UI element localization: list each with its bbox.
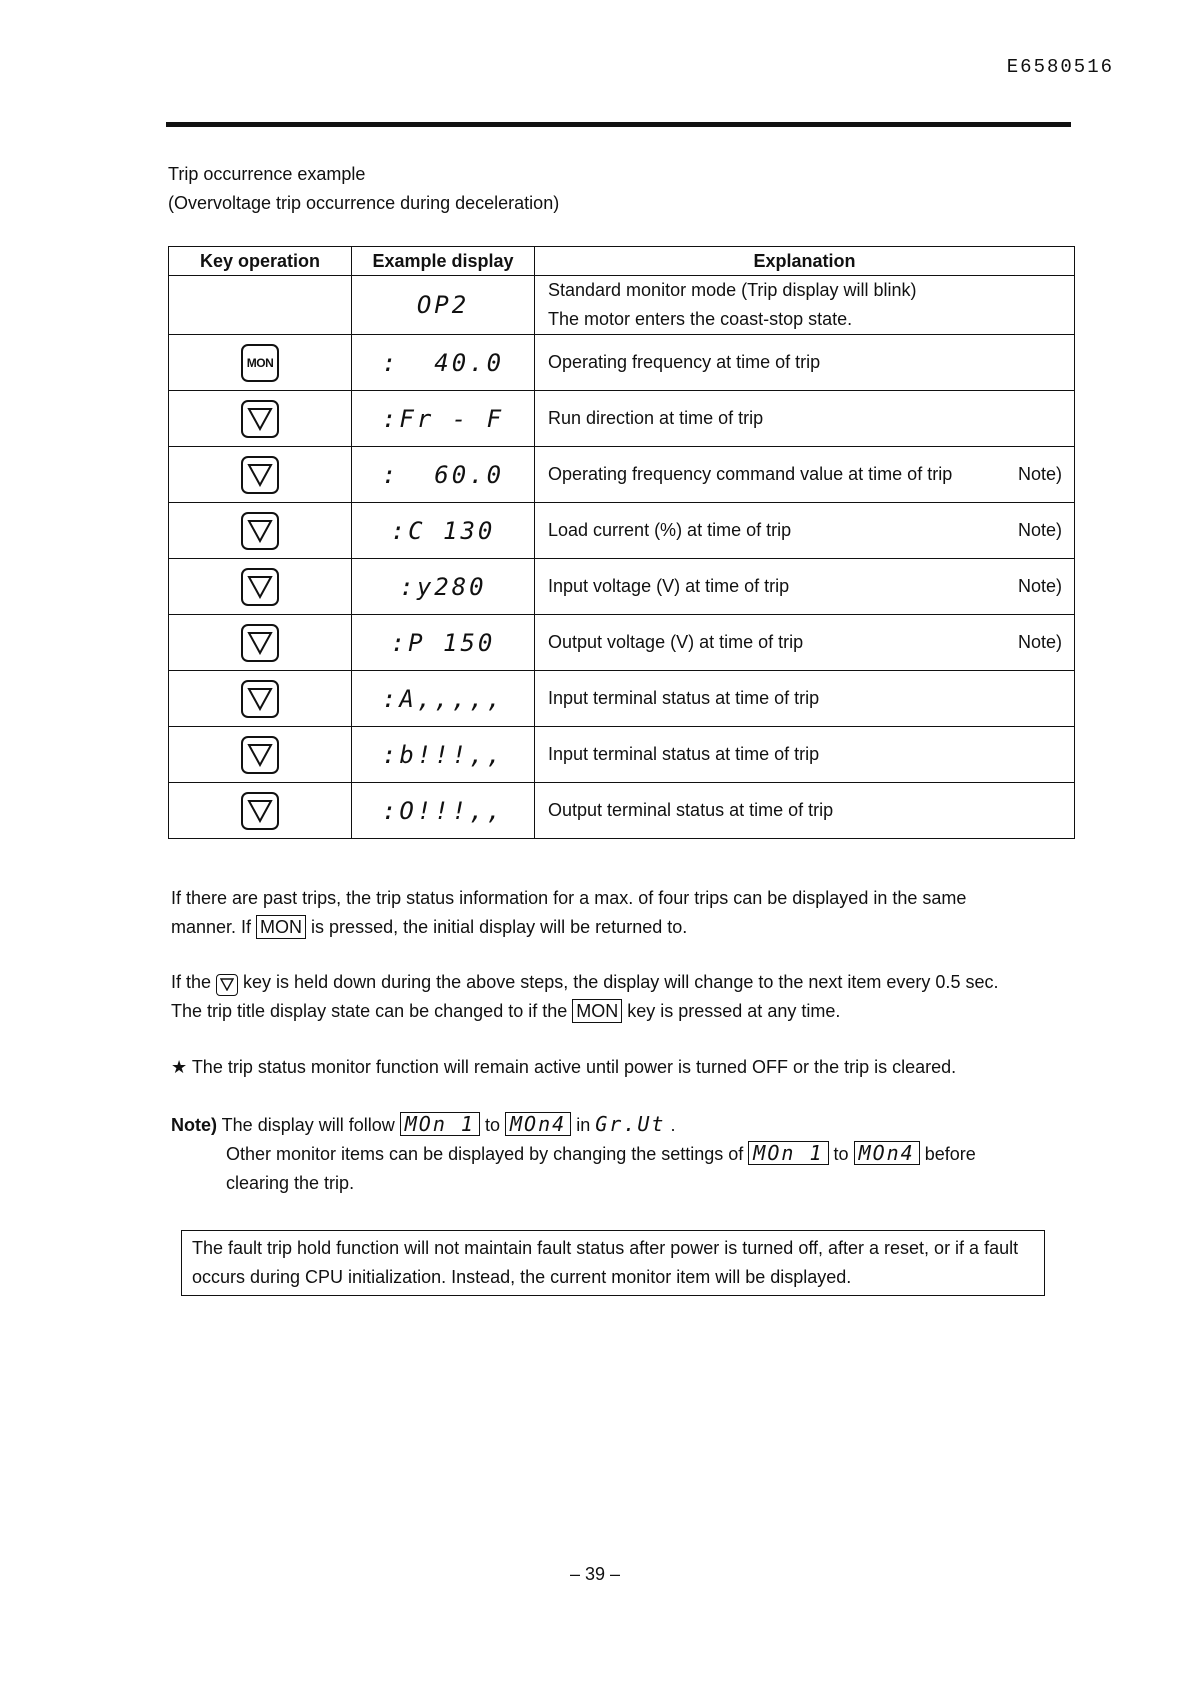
table-row [169,671,1075,727]
table-row [169,391,1075,447]
example-display-cell [352,391,535,447]
explanation-text: Input terminal status at time of trip [548,744,820,764]
table-row [169,615,1075,671]
display-note [171,1110,1081,1198]
down-arrow-key-icon [241,568,279,606]
header-explanation: Explanation [535,247,1075,276]
table-row [169,503,1075,559]
down-arrow-key-icon [241,624,279,662]
segment-display-value: :b!!!,, [381,740,505,769]
text: before [919,1144,976,1164]
down-arrow-key-icon [241,512,279,550]
down-arrow-key-icon [216,974,238,996]
display-note-line1 [171,1110,1081,1140]
display-note-line3: clearing the trip. [226,1173,355,1193]
explanation-content [548,796,1062,825]
trip-example-table [168,246,1075,839]
explanation-content [548,516,1062,545]
segment-mon4: MOn4 [505,1112,571,1136]
mon-key-label: MON [256,915,306,939]
text: . [670,1115,676,1135]
explanation-text: Operating frequency at time of trip [548,352,821,372]
segment-display-value: :y280 [399,572,487,601]
hold-key-paragraph [171,968,1081,1026]
down-arrow-key-icon [241,400,279,438]
explanation-text: Load current (%) at time of trip [548,520,792,540]
example-display-cell [352,727,535,783]
example-display-cell [352,335,535,391]
segment-display-value: : 60.0 [381,460,505,489]
segment-mon4: MOn4 [854,1141,920,1165]
down-arrow-key-icon [241,736,279,774]
past-trips-line1: If there are past trips, the trip status information for a max. of four trips can be displayed in the same [171,888,967,908]
section-heading [168,160,559,218]
note-reference: Note) [1017,464,1062,484]
explanation-cell [535,391,1075,447]
note-reference: Note) [1017,520,1062,540]
key-operation-cell [169,559,352,615]
heading-subtitle: (Overvoltage trip occurrence during deceleration) [168,193,560,213]
segment-display-value: :C 130 [390,516,496,545]
example-display-cell [352,615,535,671]
past-trips-paragraph [171,884,1081,942]
explanation-cell [535,727,1075,783]
explanation-cell [535,783,1075,839]
mon-key-label: MON [572,999,622,1023]
example-display-cell [352,276,535,335]
segment-display-value: :P 150 [390,628,496,657]
key-operation-cell [169,335,352,391]
explanation-line: Standard monitor mode (Trip display will blink) [548,280,917,300]
segment-gr-ut: Gr.Ut [595,1112,666,1136]
segment-display-value: : 40.0 [381,348,505,377]
key-operation-cell [169,391,352,447]
key-operation-cell [169,276,352,335]
example-display-cell [352,671,535,727]
key-operation-cell [169,447,352,503]
segment-mon1: MOn 1 [400,1112,480,1136]
note-reference: Note) [1017,632,1062,652]
explanation-content [548,348,1062,377]
text: manner. If [171,917,257,937]
table-row [169,559,1075,615]
segment-display-value: OP2 [416,291,470,319]
star-note: ★ The trip status monitor function will remain active until power is turned OFF or the trip is cleared. [171,1057,957,1077]
explanation-content [548,404,1062,433]
explanation-cell [535,615,1075,671]
past-trips-line2 [171,913,1081,942]
key-operation-cell [169,671,352,727]
explanation-cell [535,503,1075,559]
text: is pressed, the initial display will be returned to. [306,917,688,937]
segment-mon1: MOn 1 [748,1141,828,1165]
hold-key-line1 [171,968,1081,997]
display-note-line2 [171,1140,1081,1169]
header-example-display: Example display [352,247,535,276]
key-operation-cell [169,615,352,671]
explanation-text: Input voltage (V) at time of trip [548,576,790,596]
explanation-cell [535,671,1075,727]
table-row [169,335,1075,391]
explanation-text: Input terminal status at time of trip [548,688,820,708]
mon-key-icon: MON [241,344,279,382]
table-row [169,783,1075,839]
explanation-cell [535,276,1075,335]
example-display-cell [352,559,535,615]
example-display-cell [352,783,535,839]
header-key-operation: Key operation [169,247,352,276]
table-header-row [169,247,1075,276]
table-row [169,447,1075,503]
key-operation-cell [169,503,352,559]
text: The display will follow [217,1115,400,1135]
header-rule [166,122,1071,127]
document-number: E6580516 [1006,56,1114,78]
down-arrow-key-icon [241,792,279,830]
text: in [576,1115,591,1135]
text: If the [171,972,217,992]
heading-title: Trip occurrence example [168,164,366,184]
explanation-cell [535,559,1075,615]
down-arrow-key-icon [241,680,279,718]
text: key is held down during the above steps, the display will change to the next item every 0.5 sec. [238,972,999,992]
explanation-content [548,628,1062,657]
key-operation-cell [169,783,352,839]
explanation-text: Operating frequency command value at time of trip [548,464,953,484]
table-row [169,276,1075,335]
hold-key-line2 [171,997,1081,1026]
example-display-cell [352,447,535,503]
segment-display-value: :O!!!,, [381,796,505,825]
text: to [833,1144,849,1164]
explanation-cell [535,335,1075,391]
note-label: Note) [171,1115,217,1135]
down-arrow-key-icon [241,456,279,494]
key-operation-cell [169,727,352,783]
segment-display-value: :A,,,,, [381,684,505,713]
example-display-cell [352,503,535,559]
explanation-text: Run direction at time of trip [548,408,764,428]
explanation-content [548,460,1062,489]
fault-hold-warning-box: The fault trip hold function will not maintain fault status after power is turned off, after a reset, or if a fault occurs during CPU initialization. Instead, the current monitor item will be displayed. [181,1230,1045,1296]
explanation-cell [535,447,1075,503]
explanation-content [548,740,1062,769]
explanation-content [548,572,1062,601]
text: Other monitor items can be displayed by changing the settings of [226,1144,749,1164]
explanation-content [548,684,1062,713]
explanation-line: The motor enters the coast-stop state. [548,309,853,329]
page-number: – 39 – [569,1564,621,1584]
text: to [484,1115,500,1135]
text: key is pressed at any time. [622,1001,841,1021]
note-reference: Note) [1017,576,1062,596]
explanation-text: Output voltage (V) at time of trip [548,632,804,652]
text: The trip title display state can be changed to if the [171,1001,573,1021]
table-row [169,727,1075,783]
explanation-text: Output terminal status at time of trip [548,800,834,820]
segment-display-value: :Fr - F [381,404,505,433]
